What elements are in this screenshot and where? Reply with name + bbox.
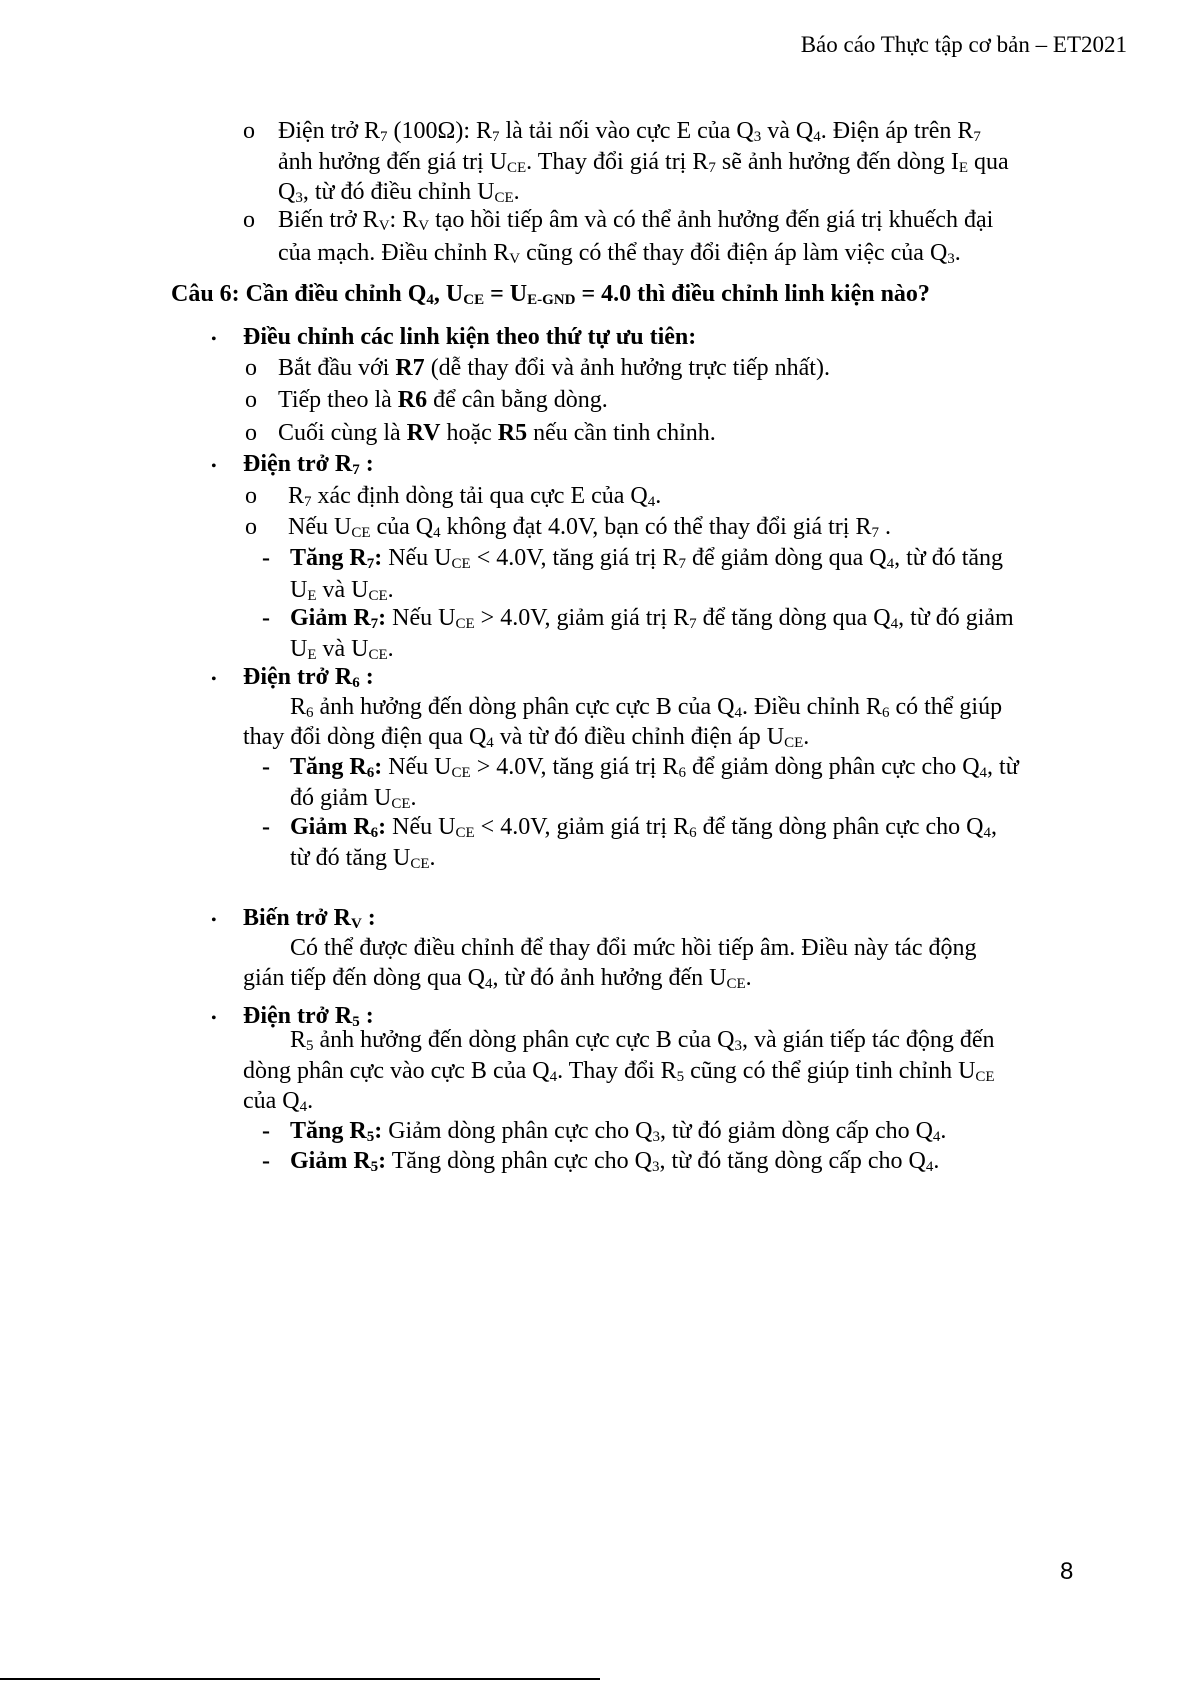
dash-label: Giảm $R_6$: [290, 814, 387, 841]
r6-increase [290, 752, 1090, 782]
r7-decrease [290, 603, 1090, 633]
dash-label: Giảm $R_5$: [290, 1148, 387, 1175]
priority-item: Tiếp theo là R6 để cân bằng dòng. [278, 387, 608, 413]
text-line: $U_E$ và $U_{CE}$. [290, 636, 394, 663]
text-line: Nếu $U_{CE} < 4.0V$, tăng giá trị $R_7$ để giảm dòng qua $Q_4$, từ đó tăng [388, 545, 1004, 572]
text-line: thay đổi dòng điện qua $Q_4$ và từ đó điều chỉnh điện áp $U_{CE}$. [243, 724, 810, 751]
footer-rule [0, 1678, 600, 1680]
priority-heading: Điều chỉnh các linh kiện theo thứ tự ưu tiên: [243, 324, 697, 350]
circle-marker: o [245, 514, 257, 540]
bullet-dot: • [211, 331, 217, 348]
text-line: đó giảm $U_{CE}$. [290, 785, 417, 812]
r6-heading: Điện trở $R_6$ : [243, 664, 374, 691]
r6-decrease [290, 812, 1090, 842]
circle-marker: o [245, 420, 257, 446]
text-line: từ đó tăng $U_{CE}$. [290, 845, 436, 872]
dash-marker: - [262, 814, 270, 840]
priority-item: Cuối cùng là RV hoặc R5 nếu cần tinh chỉnh. [278, 420, 716, 446]
text-line: dòng phân cực vào cực B của $Q_4$. Thay đổi $R_5$ cũng có thể giúp tinh chỉnh $U_{CE}$ [243, 1058, 995, 1085]
dash-marker: - [262, 754, 270, 780]
text-line: của $Q_4$. [243, 1088, 314, 1115]
dash-marker: - [262, 1118, 270, 1144]
text-line: $U_E$ và $U_{CE}$. [290, 577, 394, 604]
r7-item: Nếu $U_{CE}$ của $Q_4$ không đạt 4.0V, bạn có thể thay đổi giá trị $R_7$ . [288, 514, 891, 541]
dash-label: Tăng $R_7$: [290, 545, 383, 572]
text-line: Nếu $U_{CE} > 4.0V$, giảm giá trị $R_7$ để tăng dòng qua $Q_4$, từ đó giảm [392, 605, 1014, 632]
text-line: $R_5$ ảnh hưởng đến dòng phân cực cực B của $Q_3$, và gián tiếp tác động đến [290, 1027, 995, 1054]
page-number: 8 [1060, 1558, 1074, 1585]
rv-heading: Biến trở $R_V$ : [243, 905, 376, 932]
bullet-dot: • [211, 458, 217, 475]
circle-marker: o [245, 387, 257, 413]
text-line: Tăng dòng phân cực cho $Q_3$, từ đó tăng dòng cấp cho $Q_4$. [391, 1148, 940, 1175]
r7-item: $R_7$ xác định dòng tải qua cực E của $Q_4$. [288, 483, 662, 510]
circle-marker: o [243, 207, 255, 233]
text-line: $R_6$ ảnh hưởng đến dòng phân cực cực B của $Q_4$. Điều chỉnh $R_6$ có thể giúp [290, 694, 1003, 721]
running-header: Báo cáo Thực tập cơ bản – ET2021 [800, 32, 1127, 57]
dash-marker: - [262, 545, 270, 571]
text-line: Nếu $U_{CE} < 4.0V$, giảm giá trị $R_6$ để tăng dòng phân cực cho $Q_4$, [392, 814, 998, 841]
dash-marker: - [262, 1148, 270, 1174]
text-line: Nếu $U_{CE} > 4.0V$, tăng giá trị $R_6$ để giảm dòng phân cực cho $Q_4$, từ [388, 754, 1019, 781]
r5-increase [290, 1116, 1090, 1146]
text-line: Biến trở $R_V$: $R_V$ tạo hồi tiếp âm và có thể ảnh hưởng đến giá trị khuếch đại [278, 207, 994, 234]
text-line: Có thể được điều chỉnh để thay đổi mức hồi tiếp âm. Điều này tác động [290, 935, 977, 961]
r7-heading: Điện trở $R_7$ : [243, 451, 374, 478]
r5-heading: Điện trở $R_5$ : [243, 1003, 374, 1030]
text-line: Điện trở $R_7$ (100Ω): $R_7$ là tải nối vào cực E của $Q_3$ và $Q_4$. Điện áp trên $R_7$ [278, 118, 981, 145]
bullet-dot: • [211, 1010, 217, 1027]
text-line: gián tiếp đến dòng qua $Q_4$, từ đó ảnh hưởng đến $U_{CE}$. [243, 965, 752, 992]
circle-marker: o [245, 355, 257, 381]
dash-label: Giảm $R_7$: [290, 605, 387, 632]
question-heading: Câu 6: Cần điều chỉnh $Q_4$, $U_{CE} = U_{E-GND} = 4.0$ thì điều chỉnh linh kiện nào? [171, 281, 930, 308]
text-line: của mạch. Điều chỉnh $R_V$ cũng có thể thay đổi điện áp làm việc của $Q_3$. [278, 240, 961, 267]
text-line: Giảm dòng phân cực cho $Q_3$, từ đó giảm dòng cấp cho $Q_4$. [388, 1118, 947, 1145]
text-line: ảnh hưởng đến giá trị $U_{CE}$. Thay đổi giá trị $R_7$ sẽ ảnh hưởng đến dòng $I_E$ qua [278, 149, 1009, 176]
dash-marker: - [262, 605, 270, 631]
dash-label: Tăng $R_6$: [290, 754, 383, 781]
r5-decrease [290, 1146, 1090, 1176]
circle-marker: o [245, 483, 257, 509]
priority-item: Bắt đầu với R7 (dễ thay đổi và ảnh hưởng trực tiếp nhất). [278, 355, 830, 381]
bullet-dot: • [211, 671, 217, 688]
r7-increase [290, 543, 1090, 573]
text-line: $Q_3$, từ đó điều chỉnh $U_{CE}$. [278, 179, 520, 206]
circle-marker: o [243, 118, 255, 144]
bullet-dot: • [211, 912, 217, 929]
dash-label: Tăng $R_5$: [290, 1118, 383, 1145]
